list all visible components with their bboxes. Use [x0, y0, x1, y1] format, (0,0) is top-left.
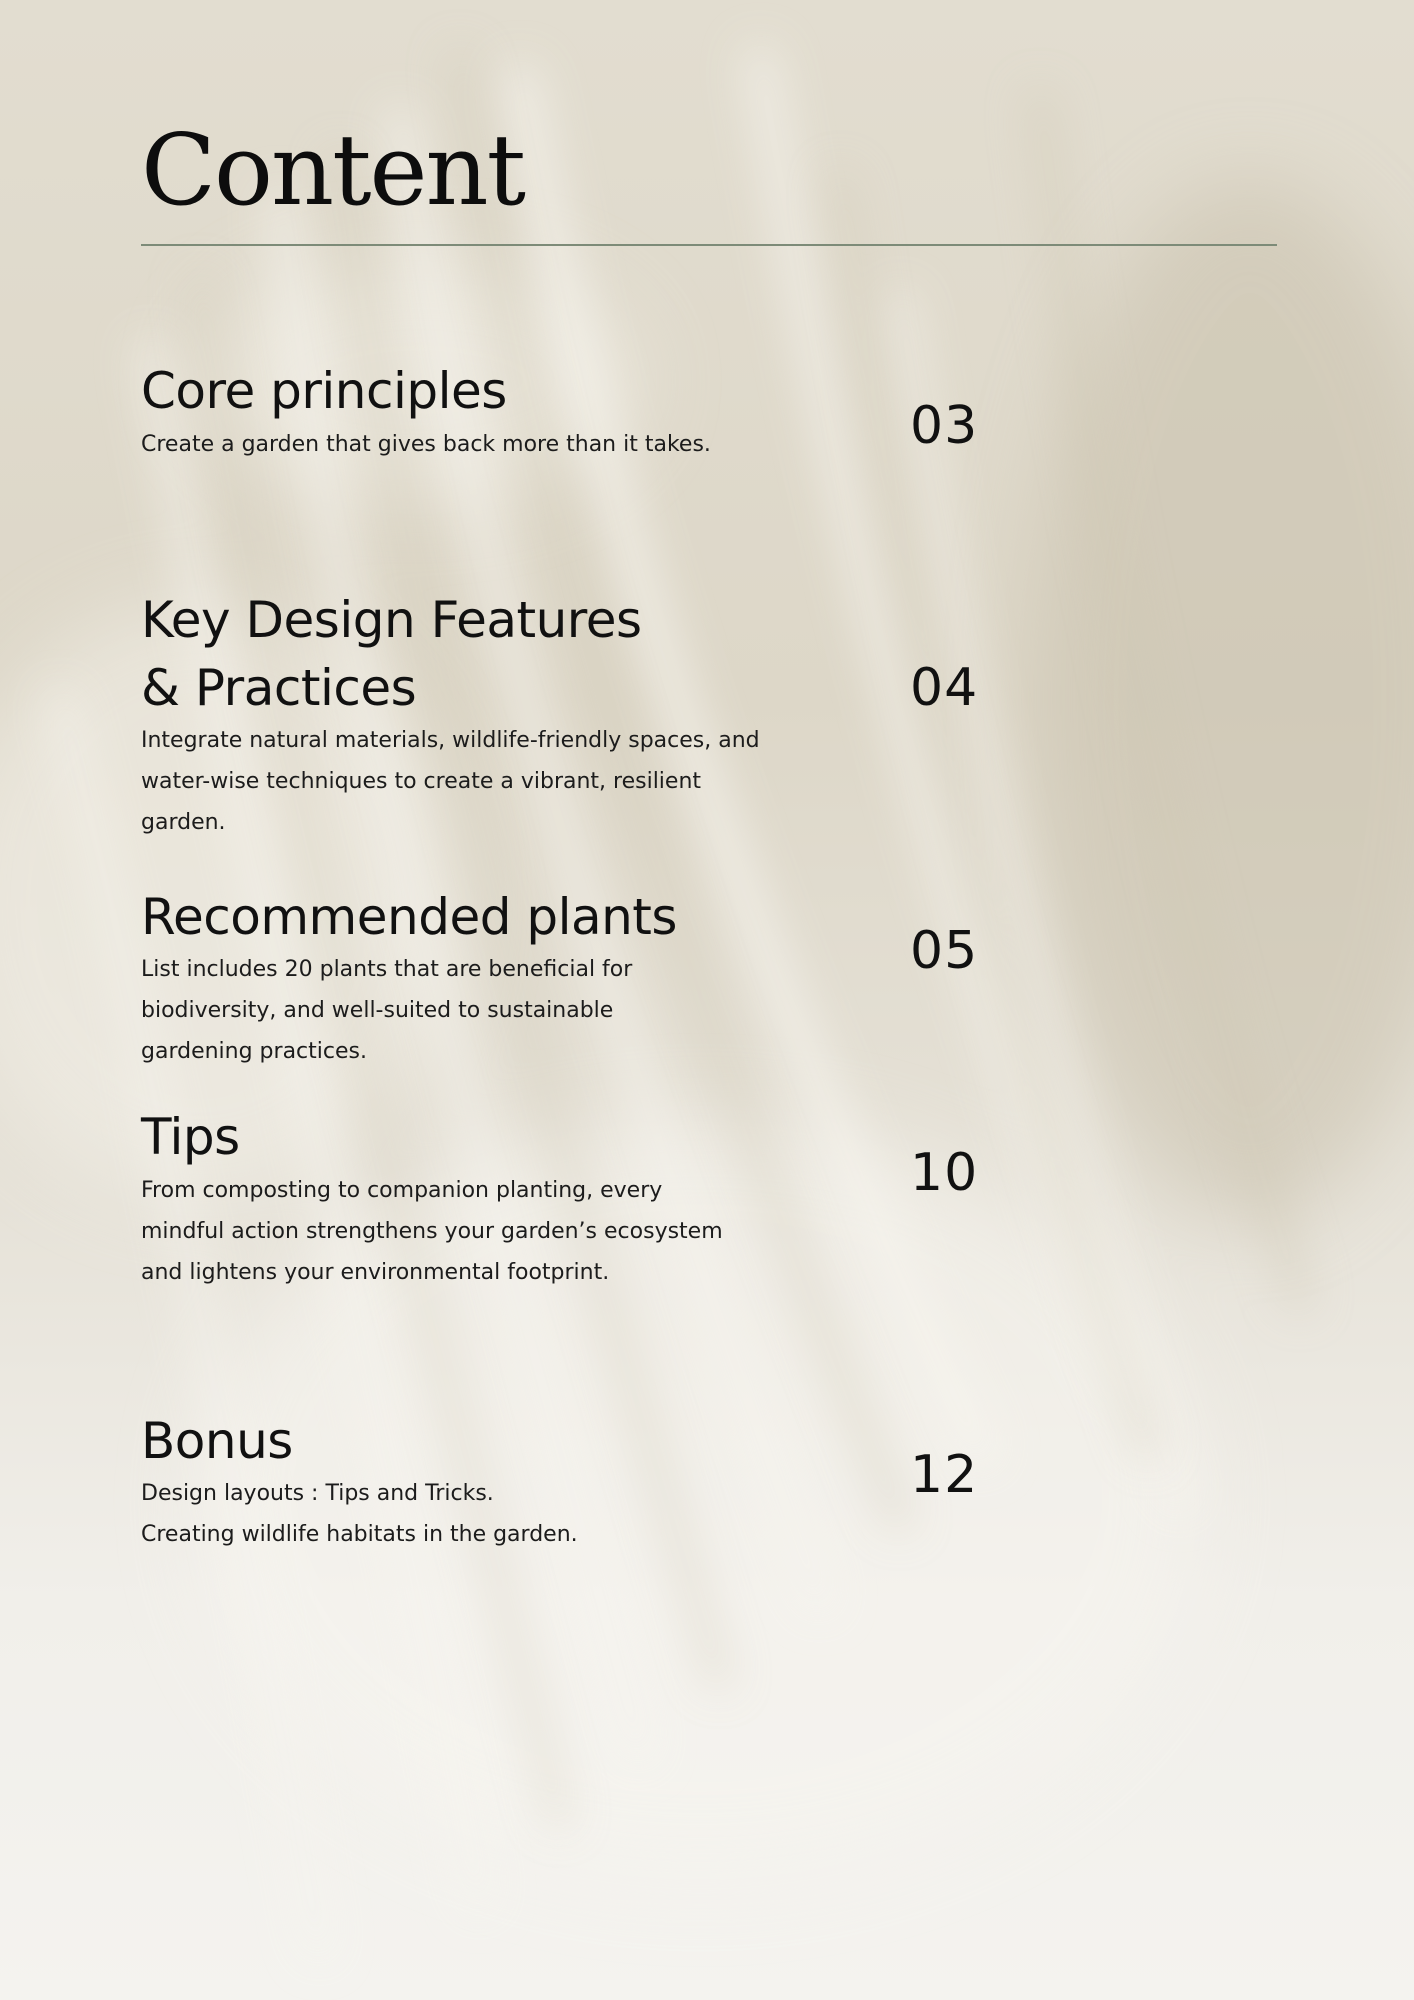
- toc-entry-desc-recommended-plants: List includes 20 plants that are beneficial for biodiversity, and well-suited to sustainable gardening practices.: [141, 957, 633, 1064]
- toc-entry-title-recommended-plants: Recommended plants: [141, 888, 677, 946]
- toc-entry-page-bonus: 12: [910, 1445, 979, 1505]
- toc-entry-page-key-design: 04: [910, 658, 979, 718]
- toc-entry-desc-bonus-line1: Design layouts : Tips and Tricks.: [141, 1481, 494, 1506]
- toc-entry-desc-key-design: Integrate natural materials, wildlife-friendly spaces, and water-wise techniques to create a vibrant, resilient garden.: [141, 728, 760, 835]
- toc-entry-desc-core-principles: Create a garden that gives back more than it takes.: [141, 432, 711, 457]
- toc-entry-desc-bonus-line2: Creating wildlife habitats in the garden.: [141, 1522, 578, 1547]
- toc-entry-desc-tips: From composting to companion planting, every mindful action strengthens your garden’s ecosystem and lightens your environmental footprint.: [141, 1178, 723, 1285]
- toc-entry-title-bonus: Bonus: [141, 1412, 293, 1470]
- page-title: Content: [141, 114, 524, 228]
- toc-entry-page-tips: 10: [910, 1143, 979, 1203]
- title-divider: [141, 244, 1277, 246]
- toc-entry-title-tips: Tips: [141, 1108, 240, 1166]
- toc-entry-page-recommended-plants: 05: [910, 921, 979, 981]
- toc-entry-title-key-design-line2: & Practices: [141, 659, 417, 717]
- toc-entry-title-key-design-line1: Key Design Features: [141, 591, 642, 649]
- toc-entry-page-core-principles: 03: [910, 396, 979, 456]
- toc-entry-title-core-principles: Core principles: [141, 362, 507, 420]
